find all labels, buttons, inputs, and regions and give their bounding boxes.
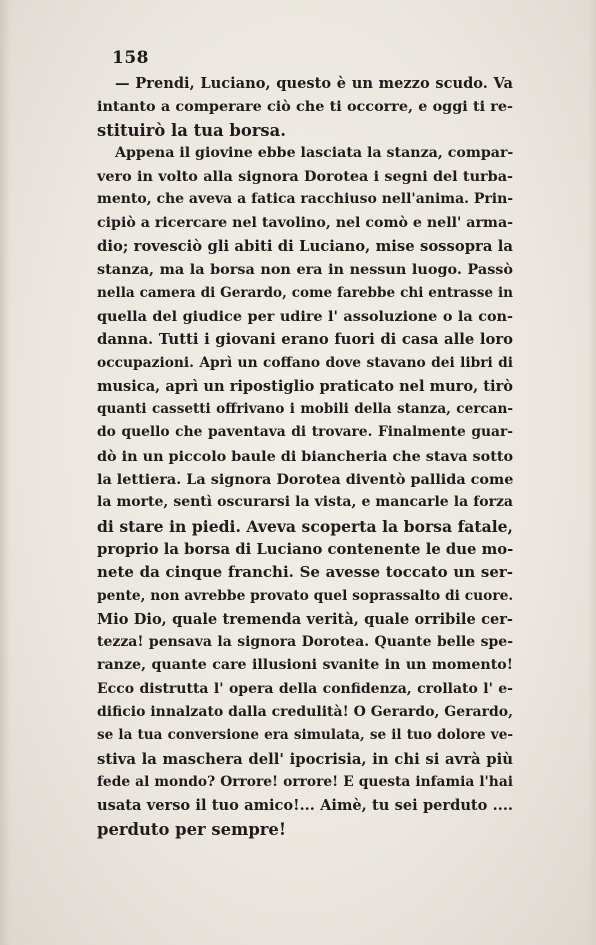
text-line: se la tua conversione era simulata, se il tuo dolore ve- <box>97 727 513 744</box>
text-line: occupazioni. Aprì un coffano dove stavano dei libri di <box>97 354 513 371</box>
text-line: pente, non avrebbe provato quel soprassalto di cuore. <box>97 587 514 604</box>
text-line: la lettiera. La signora Dorotea diventò pallida come <box>97 471 514 489</box>
text-line: stiva la maschera dell' ipocrisia, in chi si avrà più <box>97 750 513 768</box>
text-line: quanti cassetti offrivano i mobili della stanza, cercan- <box>97 401 513 418</box>
text-line: intanto a comperare ciò che ti occorre, e oggi ti re- <box>97 98 513 116</box>
text-line: stanza, ma la borsa non era in nessun luogo. Passò <box>97 261 513 279</box>
text-line: proprio la borsa di Luciano contenente le due mo- <box>97 540 514 558</box>
text-line: tezza! pensava la signora Dorotea. Quante belle spe- <box>97 634 513 651</box>
text-line: do quello che paventava di trovare. Finalmente guar- <box>97 424 513 441</box>
text-line: usata verso il tuo amico!... Aimè, tu sei perduto .... <box>97 797 513 815</box>
text-line: ranze, quante care illusioni svanite in un momento! <box>97 657 513 674</box>
text-line: dificio innalzato dalla credulità! O Gerardo, Gerardo, <box>97 704 513 721</box>
text-line: nete da cinque franchi. Se avesse toccato un ser- <box>97 563 513 582</box>
text-line: musica, aprì un ripostiglio praticato nel muro, tirò <box>97 377 513 395</box>
text-line: dio; rovesciò gli abiti di Luciano, mise sossopra la <box>97 238 513 256</box>
text-line: di stare in piedi. Aveva scoperta la borsa fatale, <box>97 516 513 536</box>
page-left-edge <box>0 0 10 945</box>
text-line: Mio Dio, quale tremenda verità, quale orribile cer- <box>97 610 513 628</box>
text-line: danna. Tutti i giovani erano fuori di casa alle loro <box>97 331 513 349</box>
text-line: nella camera di Gerardo, come farebbe chi entrasse in <box>97 284 513 301</box>
body-text <box>97 72 513 841</box>
text-line: fede al mondo? Orrore! orrore! E questa infamia l'hai <box>97 773 513 790</box>
text-line: quella del giudice per udire l' assoluzione o la con- <box>97 307 513 325</box>
page-right-edge <box>588 0 596 945</box>
text-line: — Prendi, Luciano, questo è un mezzo scudo. Va <box>115 75 513 92</box>
text-line: vero in volto alla signora Dorotea i segni del turba- <box>97 168 513 186</box>
text-line: la morte, sentì oscurarsi la vista, e mancarle la forza <box>97 494 513 511</box>
text-line: dò in un piccolo baule di biancheria che stava sotto <box>97 447 514 465</box>
text-line: stituirò la tua borsa. <box>97 120 286 140</box>
text-line: mento, che aveva a fatica racchiuso nell'anima. Prin- <box>97 191 514 208</box>
text-line: perduto per sempre! <box>97 819 287 839</box>
text-line: Ecco distrutta l' opera della confidenza, crollato l' e- <box>97 680 513 697</box>
text-line: Appena il giovine ebbe lasciata la stanza, compar- <box>115 144 514 161</box>
text-line: cipiò a ricercare nel tavolino, nel comò e nell' arma- <box>97 214 514 231</box>
page-number: 158 <box>112 48 149 68</box>
